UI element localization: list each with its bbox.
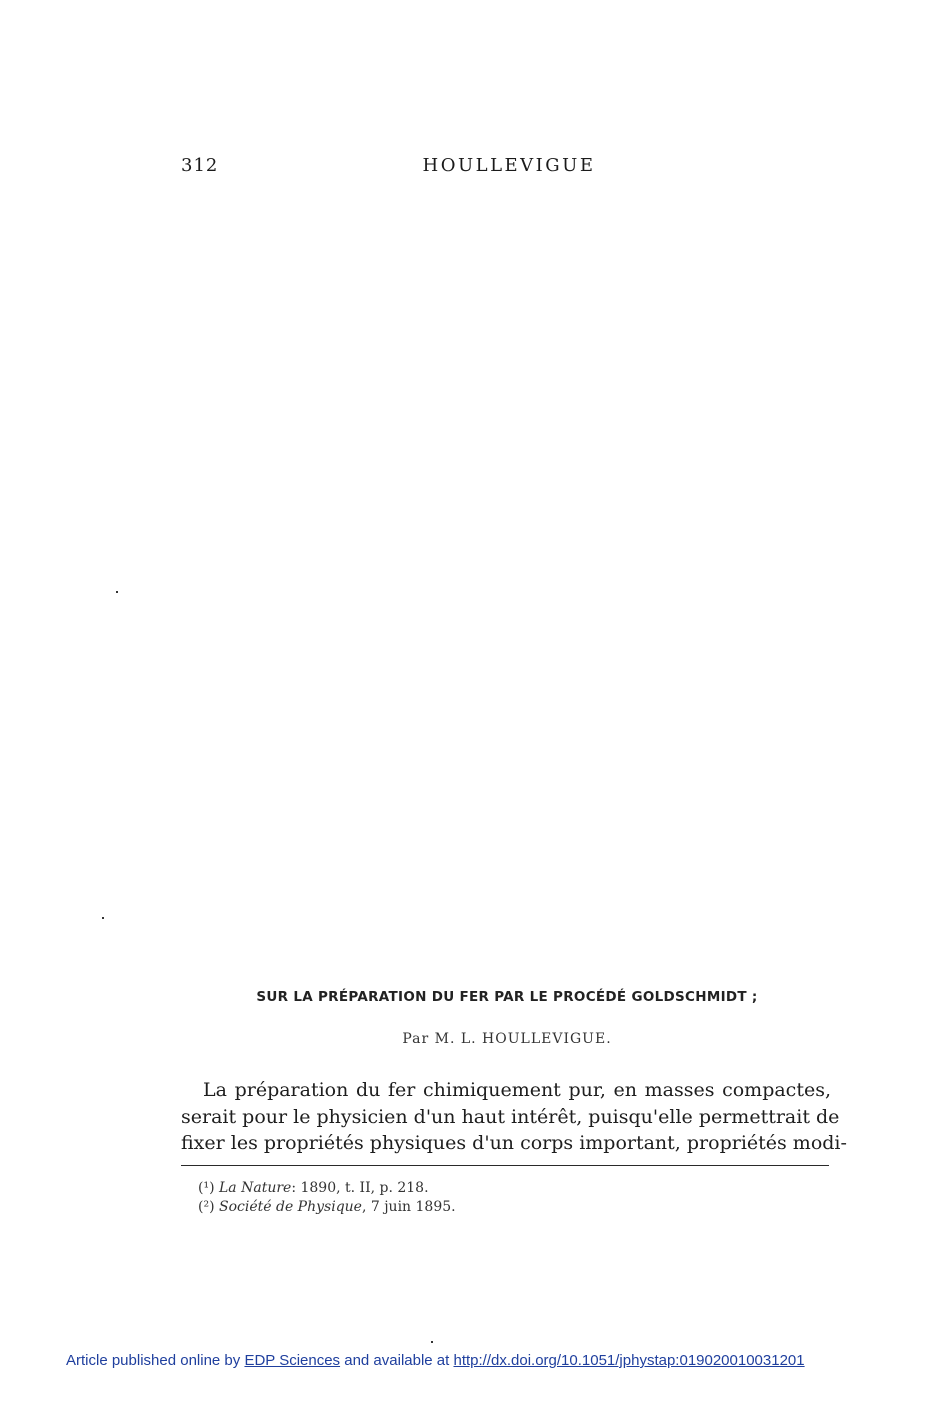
scan-speck (431, 1341, 433, 1343)
article-title: SUR LA PRÉPARATION DU FER PAR LE PROCÉDÉ GOLDSCHMIDT ; (256, 989, 758, 1005)
banner-middle: and available at (340, 1352, 454, 1369)
footnote-details: : 1890, t. II, p. 218. (291, 1180, 429, 1196)
page-number: 312 (181, 155, 219, 176)
footnote-source: Société de Physique (219, 1199, 362, 1215)
footnote-marker: (²) (198, 1199, 215, 1215)
footnote-marker: (¹) (198, 1180, 215, 1196)
scan-speck (102, 917, 104, 919)
doi-link[interactable]: http://dx.doi.org/10.1051/jphystap:019020010031201 (453, 1352, 805, 1369)
banner-prefix: Article published online by (66, 1352, 245, 1369)
body-line: La préparation du fer chimiquement pur, en masses compactes, (203, 1079, 831, 1101)
footnote-rule (181, 1165, 829, 1166)
footnote-source: La Nature (219, 1180, 292, 1196)
publication-banner (66, 1352, 805, 1369)
edp-sciences-link[interactable]: EDP Sciences (244, 1352, 341, 1369)
body-line: fixer les propriétés physiques d'un corps important, propriétés modi- (181, 1132, 847, 1154)
scan-speck (116, 591, 118, 593)
footnotes (198, 1179, 456, 1217)
footnote-2 (198, 1198, 456, 1217)
footnote-details: , 7 juin 1895. (361, 1199, 456, 1215)
running-head: HOULLEVIGUE (422, 155, 596, 176)
footnote-1 (198, 1179, 456, 1198)
article-body (181, 1077, 847, 1157)
body-line: serait pour le physicien d'un haut intérêt, puisqu'elle permettrait de (181, 1105, 840, 1128)
author-byline: Par M. L. HOULLEVIGUE. (402, 1031, 612, 1047)
